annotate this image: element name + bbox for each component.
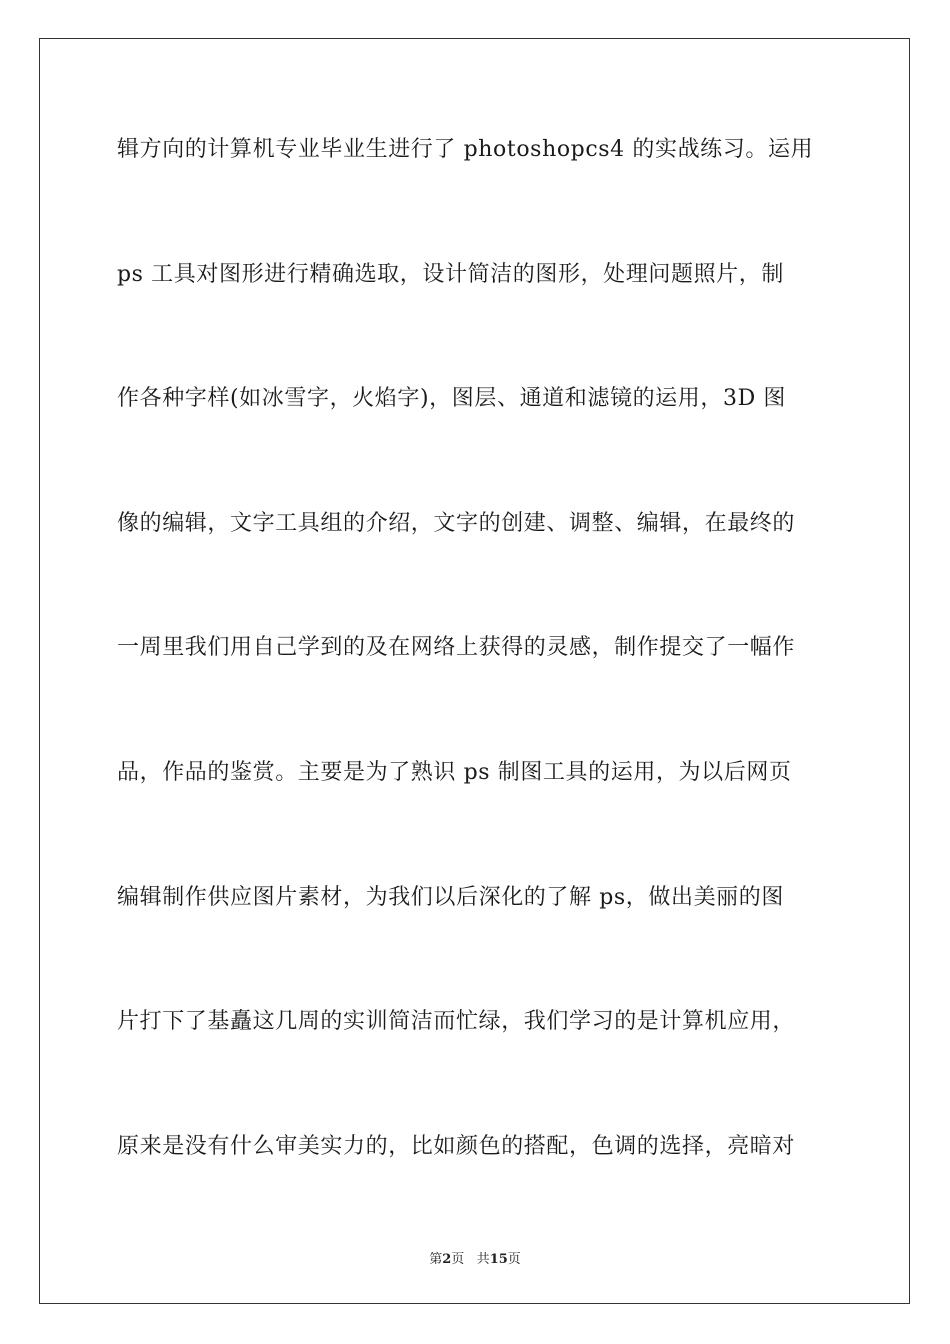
total-pages: 15 (489, 1252, 508, 1267)
page-suffix: 页 (451, 1252, 465, 1267)
page-prefix: 第 (429, 1252, 443, 1267)
body-text (117, 126, 833, 1247)
page-number: 2 (442, 1252, 452, 1267)
text-line: 一周里我们用自己学到的及在网络上获得的灵感，制作提交了一幅作 (117, 635, 796, 661)
text-line: 辑方向的计算机专业毕业生进行了 photoshopcs4 的实战练习。运用 (117, 137, 814, 162)
text-line: 作各种字样(如冰雪字，火焰字)，图层、通道和滤镜的运用，3D 图 (117, 386, 786, 412)
text-line: 品，作品的鉴赏。主要是为了熟识 ps 制图工具的运用，为以后网页 (117, 759, 792, 785)
text-line: 原来是没有什么审美实力的，比如颜色的搭配，色调的选择，亮暗对 (117, 1133, 796, 1159)
total-suffix: 页 (507, 1252, 521, 1267)
text-line: ps 工具对图形进行精确选取，设计简洁的图形，处理问题照片，制 (117, 261, 784, 287)
text-line: 像的编辑，文字工具组的介绍，文字的创建、调整、编辑，在最终的 (117, 510, 796, 536)
text-line: 片打下了基矗这几周的实训简洁而忙绿，我们学习的是计算机应用， (117, 1009, 796, 1035)
page-footer (0, 1248, 950, 1267)
total-prefix: 共 (476, 1252, 490, 1267)
text-line: 编辑制作供应图片素材，为我们以后深化的了解 ps，做出美丽的图 (117, 884, 784, 910)
